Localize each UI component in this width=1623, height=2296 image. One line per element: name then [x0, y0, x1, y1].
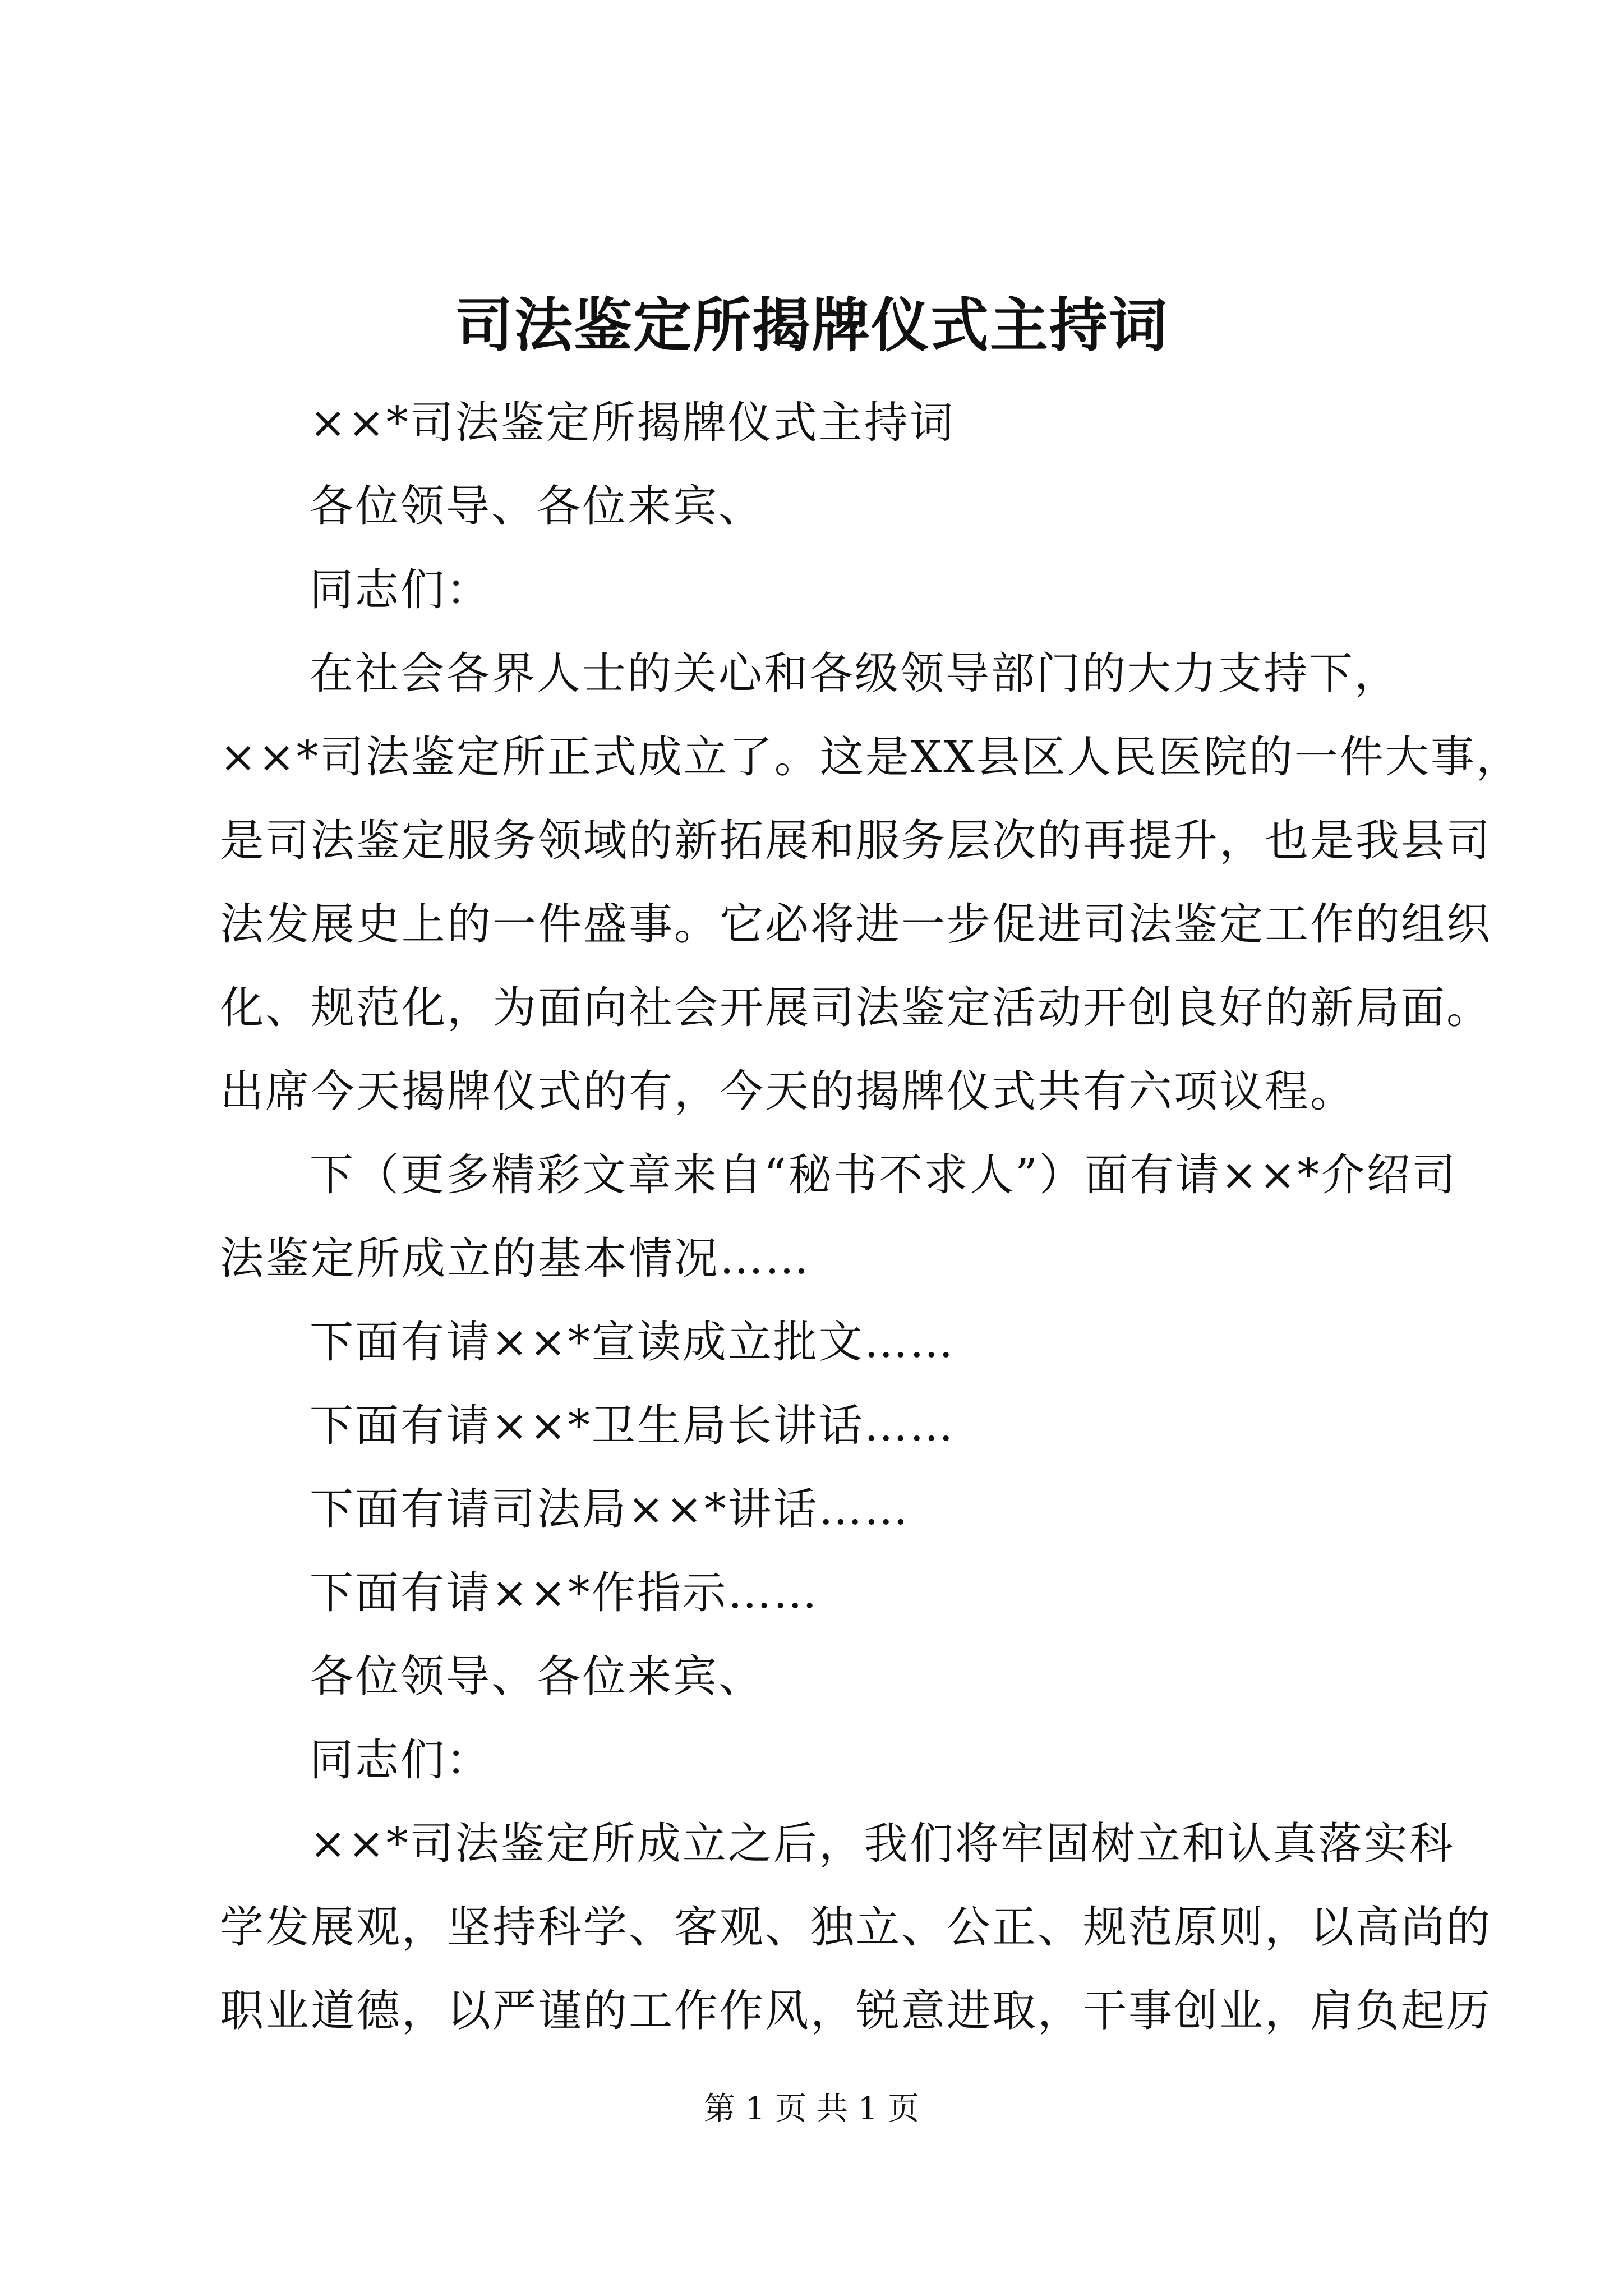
subtitle-line: ××*司法鉴定所揭牌仪式主持词 — [310, 398, 955, 448]
paragraph-line: ××*司法鉴定所正式成立了。这是XX县区人民医院的一件大事， — [220, 732, 1521, 783]
paragraph-line: ××*司法鉴定所成立之后，我们将牢固树立和认真落实科 — [310, 1819, 1455, 1869]
paragraph-line: 法鉴定所成立的基本情况…… — [220, 1234, 811, 1284]
paragraph-line: 学发展观，坚持科学、客观、独立、公正、规范原则，以高尚的 — [220, 1902, 1492, 1953]
page-footer: 第 1 页 共 1 页 — [703, 2091, 920, 2127]
salutation-line: 各位领导、各位来宾、 — [310, 1651, 764, 1702]
salutation-line: 同志们： — [310, 565, 492, 615]
agenda-line: 下面有请××*作指示…… — [310, 1568, 819, 1618]
document-body — [220, 381, 1521, 2053]
paragraph-line: 法发展史上的一件盛事。它必将进一步促进司法鉴定工作的组织 — [220, 899, 1492, 950]
agenda-line: 下面有请××*宣读成立批文…… — [310, 1317, 955, 1368]
salutation-line: 同志们： — [310, 1735, 492, 1786]
agenda-line: 下面有请司法局××*讲话…… — [310, 1484, 910, 1535]
paragraph-line: 在社会各界人士的关心和各级领导部门的大力支持下， — [310, 648, 1400, 699]
salutation-line: 各位领导、各位来宾、 — [310, 481, 764, 532]
document-title: 司法鉴定所揭牌仪式主持词 — [454, 291, 1168, 360]
paragraph-line: 下（更多精彩文章来自“秘书不求人”）面有请××*介绍司 — [310, 1150, 1458, 1200]
paragraph-line: 是司法鉴定服务领域的新拓展和服务层次的再提升，也是我县司 — [220, 816, 1492, 866]
paragraph-line: 职业道德，以严谨的工作作风，锐意进取，干事创业，肩负起历 — [220, 1986, 1492, 2036]
paragraph-line: 化、规范化，为面向社会开展司法鉴定活动开创良好的新局面。 — [220, 983, 1492, 1033]
paragraph-line: 出席今天揭牌仪式的有，今天的揭牌仪式共有六项议程。 — [220, 1066, 1356, 1117]
agenda-line: 下面有请××*卫生局长讲话…… — [310, 1401, 955, 1451]
